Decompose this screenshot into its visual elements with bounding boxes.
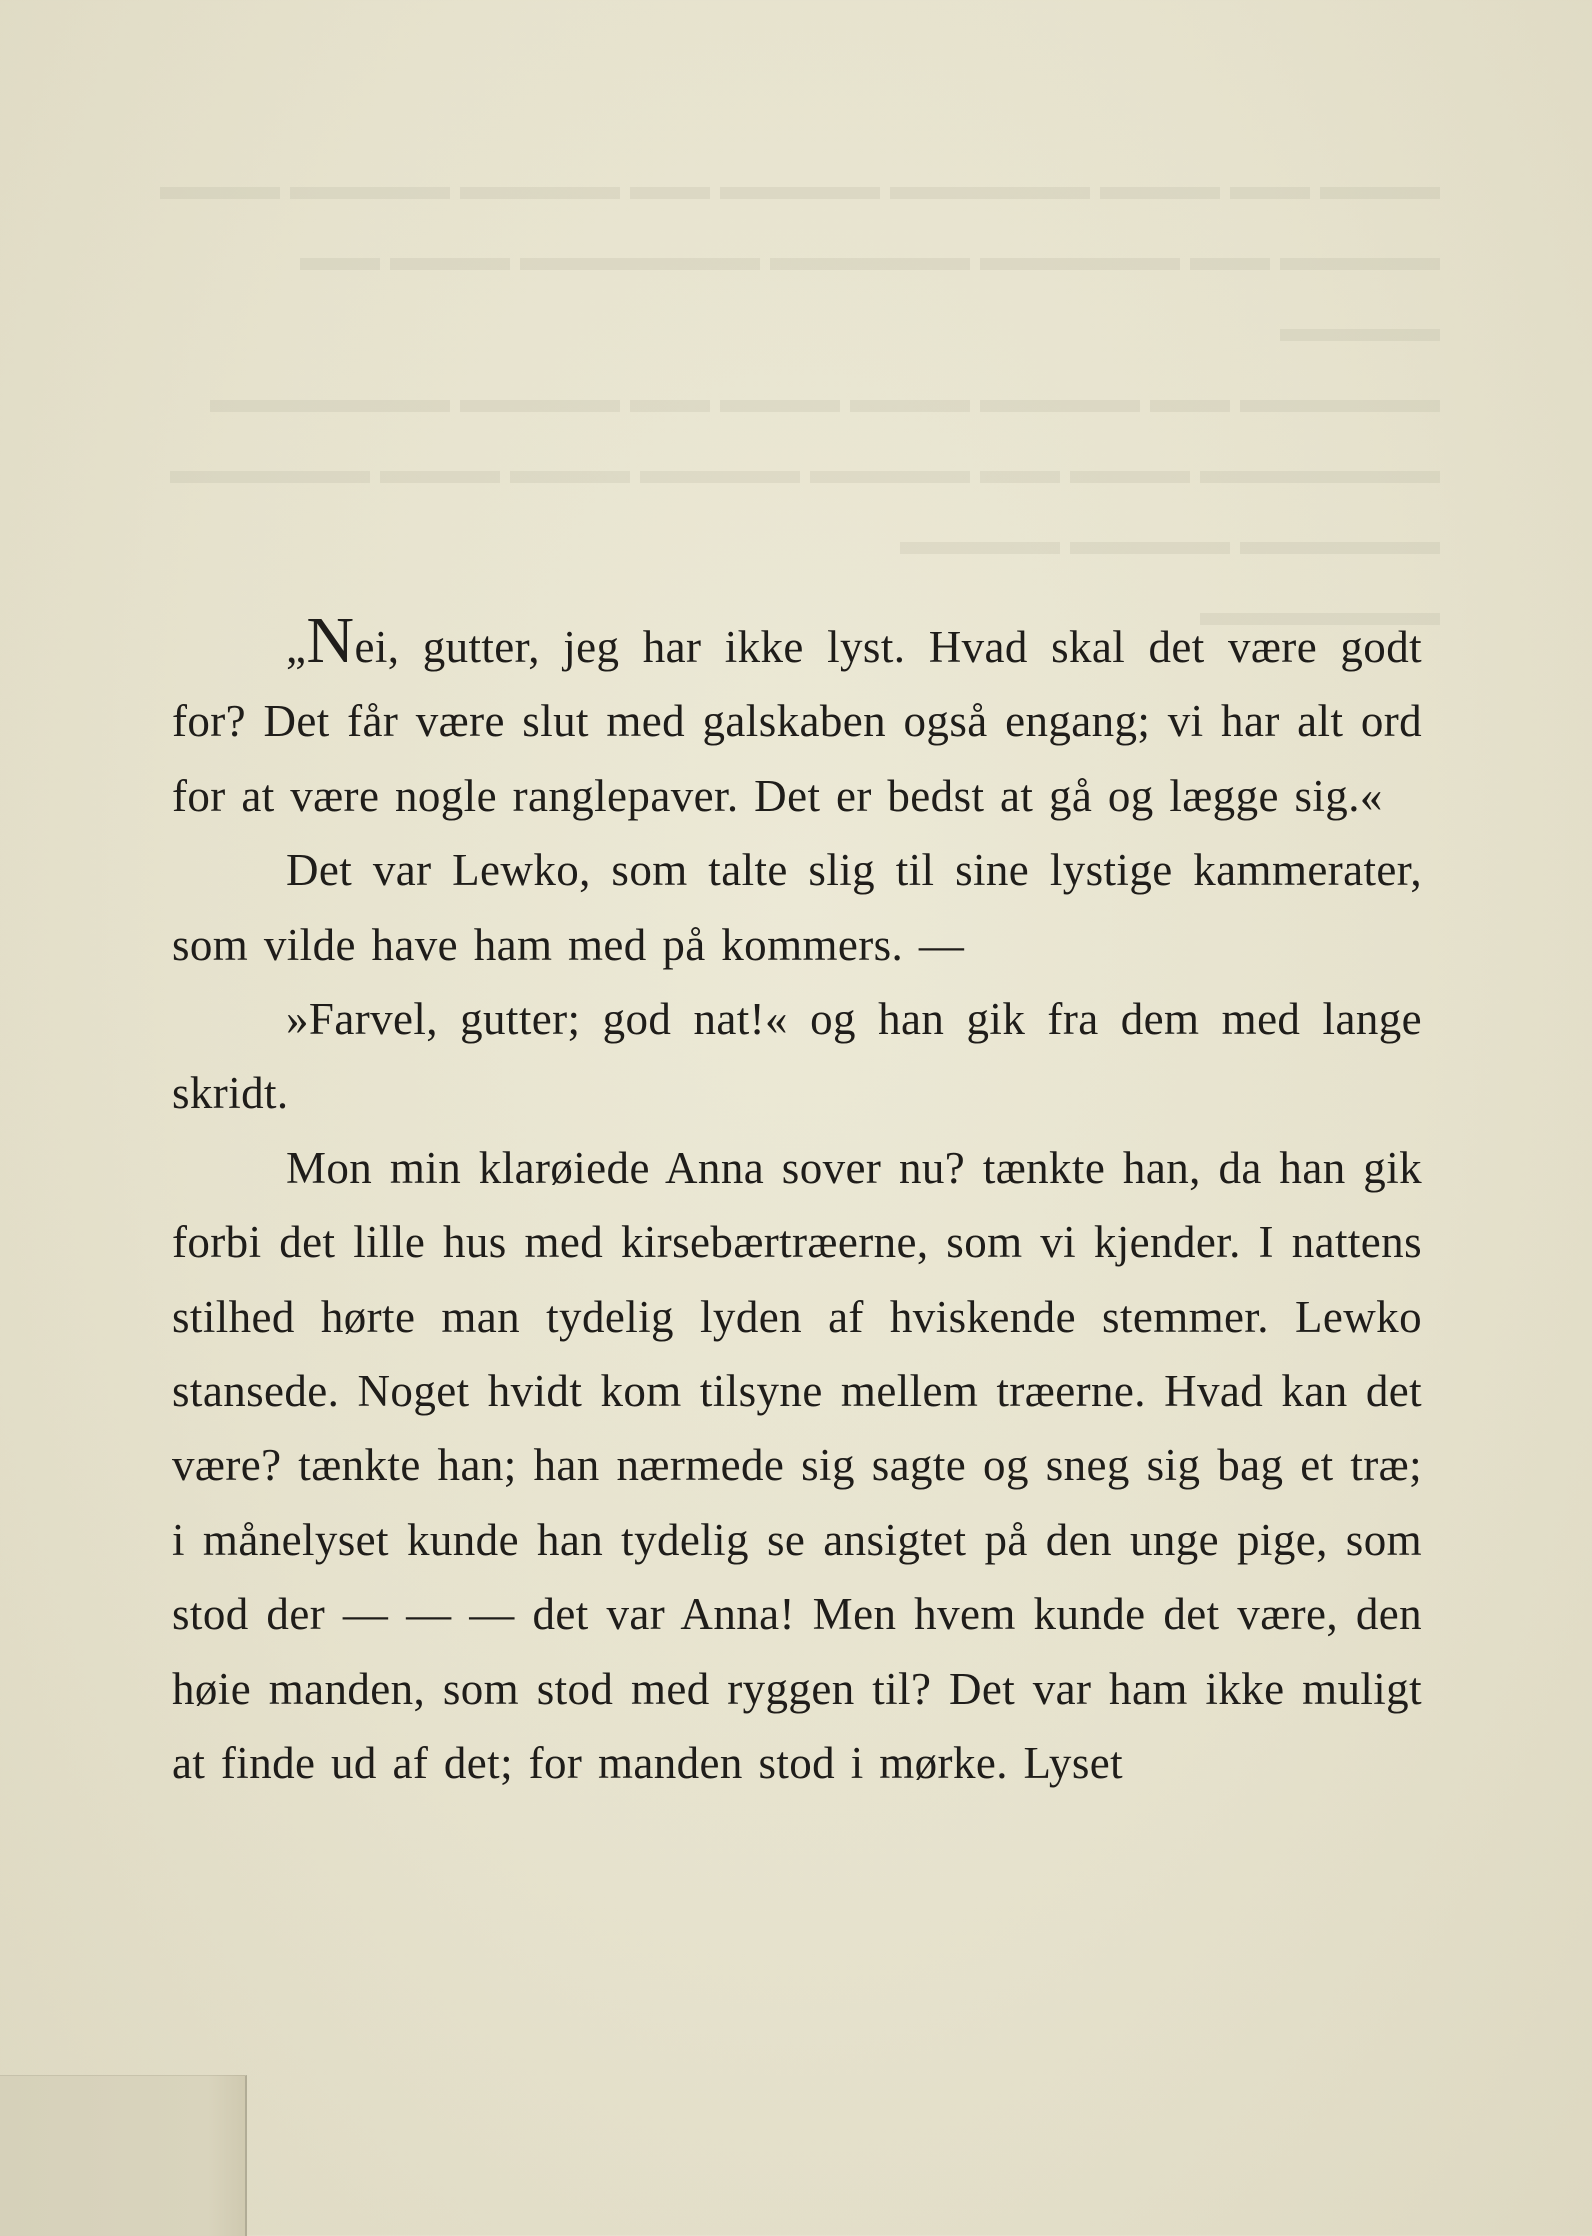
body-text [172,604,1422,1801]
paragraph-1 [172,604,1422,833]
library-label-mark [0,2075,247,2236]
paragraph-1-text: ei, gutter, jeg har ikke lyst. Hvad skal det være godt for? Det får være slut med galskaben også engang; vi har alt ord for at være nogle ranglepaver. Det er bedst at gå og lægge sig.« [172,622,1422,821]
drop-cap-letter: N [306,604,355,677]
paragraph-4: Mon min klarøiede Anna sover nu? tænkte han, da han gik forbi det lille hus med kirsebærtræerne, som vi kjender. I nattens stilhed hørte man tydelig lyden af hviskende stemmer. Lewko stansede. Noget hvidt kom tilsyne mellem træerne. Hvad kan det være? tænkte han; han nærmede sig sagte og sneg sig bag et træ; i månelyset kunde han tydelig se ansigtet på den unge pige, som stod der — — — det var Anna! Men hvem kunde det være, den høie manden, som stod med ryggen til? Det var ham ikke muligt at finde ud af det; for manden stod i mørke. Lyset [172,1142,1422,1789]
paragraph-2: Det var Lewko, som talte slig til sine lystige kammerater, som vilde have ham med på kommers. — [172,845,1422,970]
show-through-text: ▬▬▬ ▬▬ ▬▬▬ ▬▬▬▬▬ ▬▬▬▬ ▬▬ ▬▬▬▬ ▬▬▬▬ ▬▬▬ ▬▬▬▬ ▬▬ ▬▬▬▬▬ ▬▬▬▬▬ ▬▬▬▬▬▬ ▬▬▬ ▬▬ ▬▬▬▬ ▬▬▬▬▬ ▬▬ ▬▬▬▬ ▬▬▬ ▬▬▬ ▬▬ ▬▬▬▬ ▬▬▬▬▬▬ ▬▬▬▬▬▬ ▬▬▬ ▬▬ ▬▬▬▬ ▬▬▬▬ ▬▬▬ ▬▬▬ ▬▬▬▬▬ ▬▬▬▬▬ ▬▬▬▬ ▬▬▬▬ ▬▬▬▬▬▬ [160,163,1440,634]
opening-quote: „ [286,622,307,672]
paragraph-3: »Farvel, gutter; god nat!« og han gik fra dem med lange skridt. [172,994,1422,1119]
